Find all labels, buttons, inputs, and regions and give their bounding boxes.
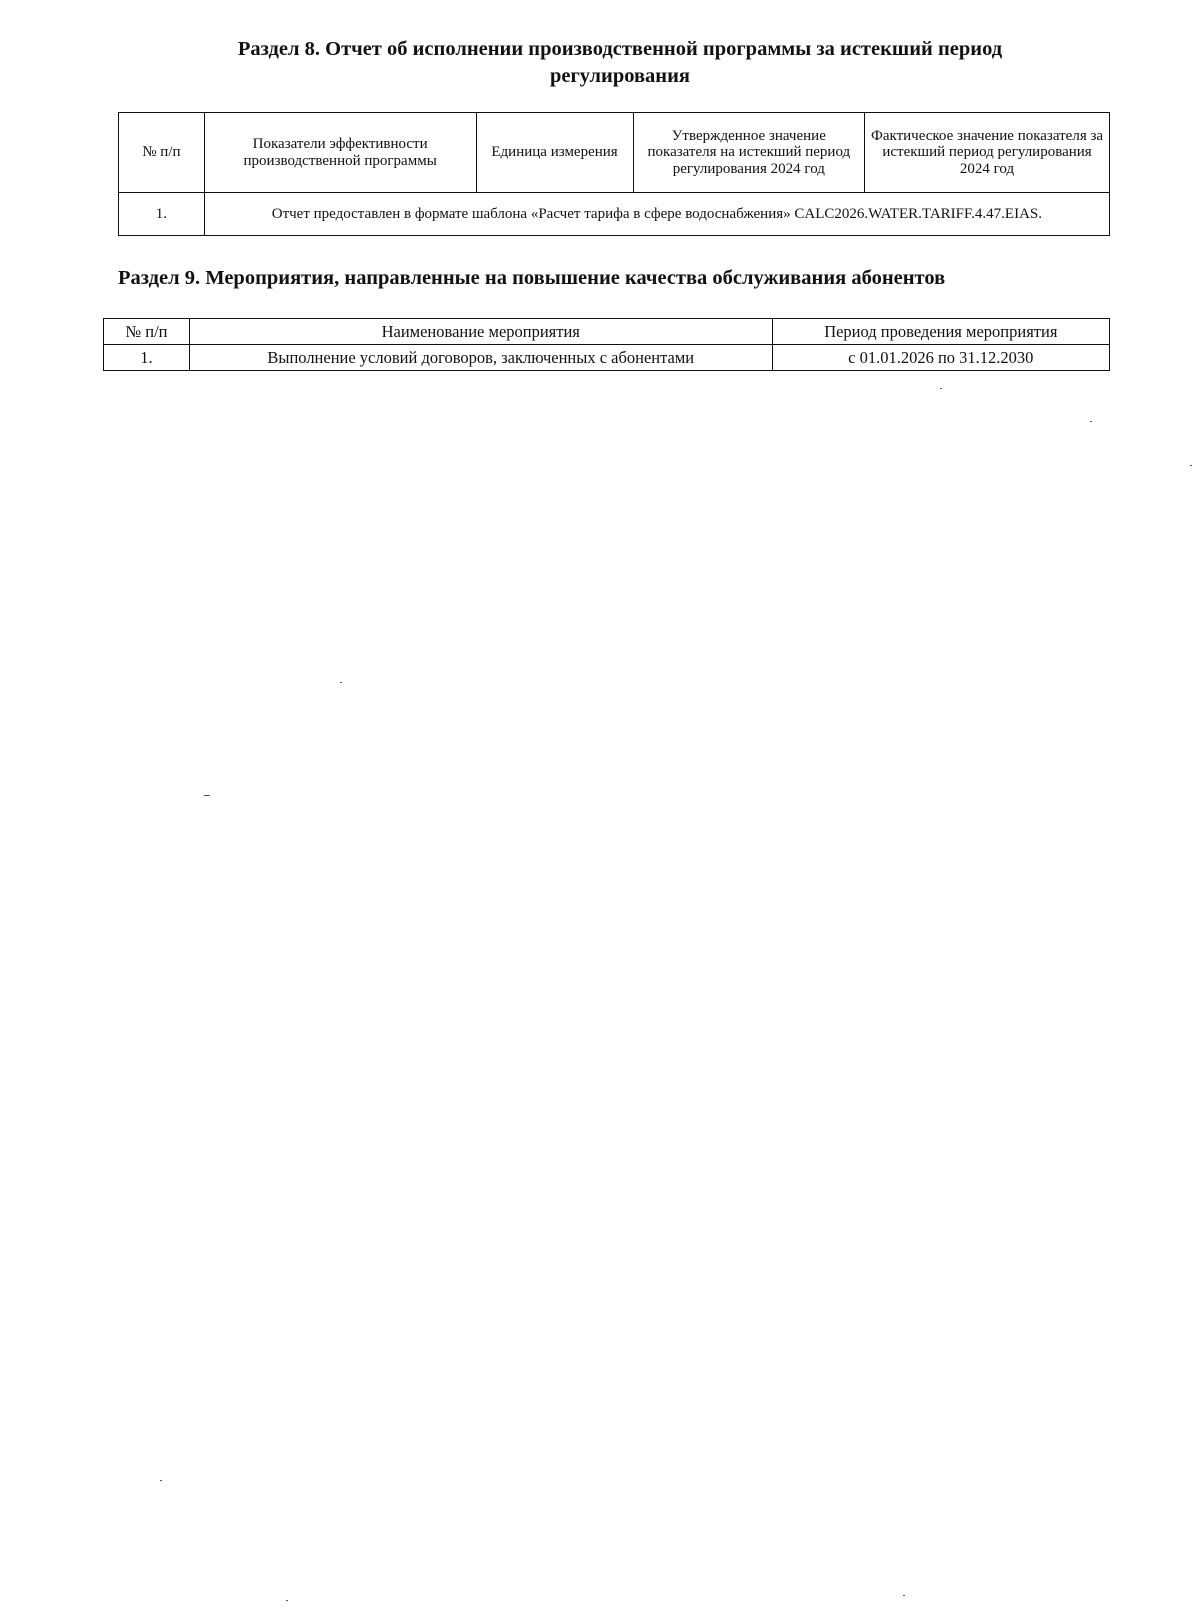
scan-speck	[903, 1595, 905, 1596]
col-header-indicators: Показатели эффективности производственной программы	[204, 113, 476, 193]
col-header-actual: Фактическое значение показателя за истекший период регулирования 2024 год	[865, 113, 1110, 193]
row-report-text: Отчет предоставлен в формате шаблона «Расчет тарифа в сфере водоснабжения» CALC2026.WATER.TARIFF.4.47.EIAS.	[204, 193, 1109, 236]
col-header-unit: Единица измерения	[476, 113, 633, 193]
col-header-period: Период проведения мероприятия	[772, 319, 1109, 345]
table-header-row	[119, 113, 1110, 193]
row-period: с 01.01.2026 по 31.12.2030	[772, 345, 1109, 371]
section9-table	[103, 318, 1110, 371]
col-header-num: № п/п	[104, 319, 190, 345]
section8-title-line1: Раздел 8. Отчет об исполнении производственной программы за истекший период	[237, 38, 1003, 60]
section8-table	[118, 112, 1110, 236]
scan-speck	[160, 1480, 162, 1481]
scan-speck	[940, 388, 942, 389]
section9-title: Раздел 9. Мероприятия, направленные на повышение качества обслуживания абонентов	[118, 267, 946, 289]
row-name: Выполнение условий договоров, заключенных с абонентами	[189, 345, 772, 371]
table-row	[119, 193, 1110, 236]
row-num: 1.	[104, 345, 190, 371]
section8-title	[140, 36, 1100, 90]
row-num: 1.	[119, 193, 205, 236]
table-row	[104, 345, 1110, 371]
scan-speck	[1090, 421, 1092, 422]
col-header-name: Наименование мероприятия	[189, 319, 772, 345]
section8-title-line2: регулирования	[549, 65, 691, 87]
col-header-num: № п/п	[119, 113, 205, 193]
scan-speck	[204, 795, 210, 796]
scan-speck	[1190, 465, 1192, 466]
table-header-row	[104, 319, 1110, 345]
col-header-approved: Утвержденное значение показателя на истекший период регулирования 2024 год	[633, 113, 864, 193]
scan-speck	[340, 682, 342, 683]
scan-speck	[286, 1600, 288, 1601]
